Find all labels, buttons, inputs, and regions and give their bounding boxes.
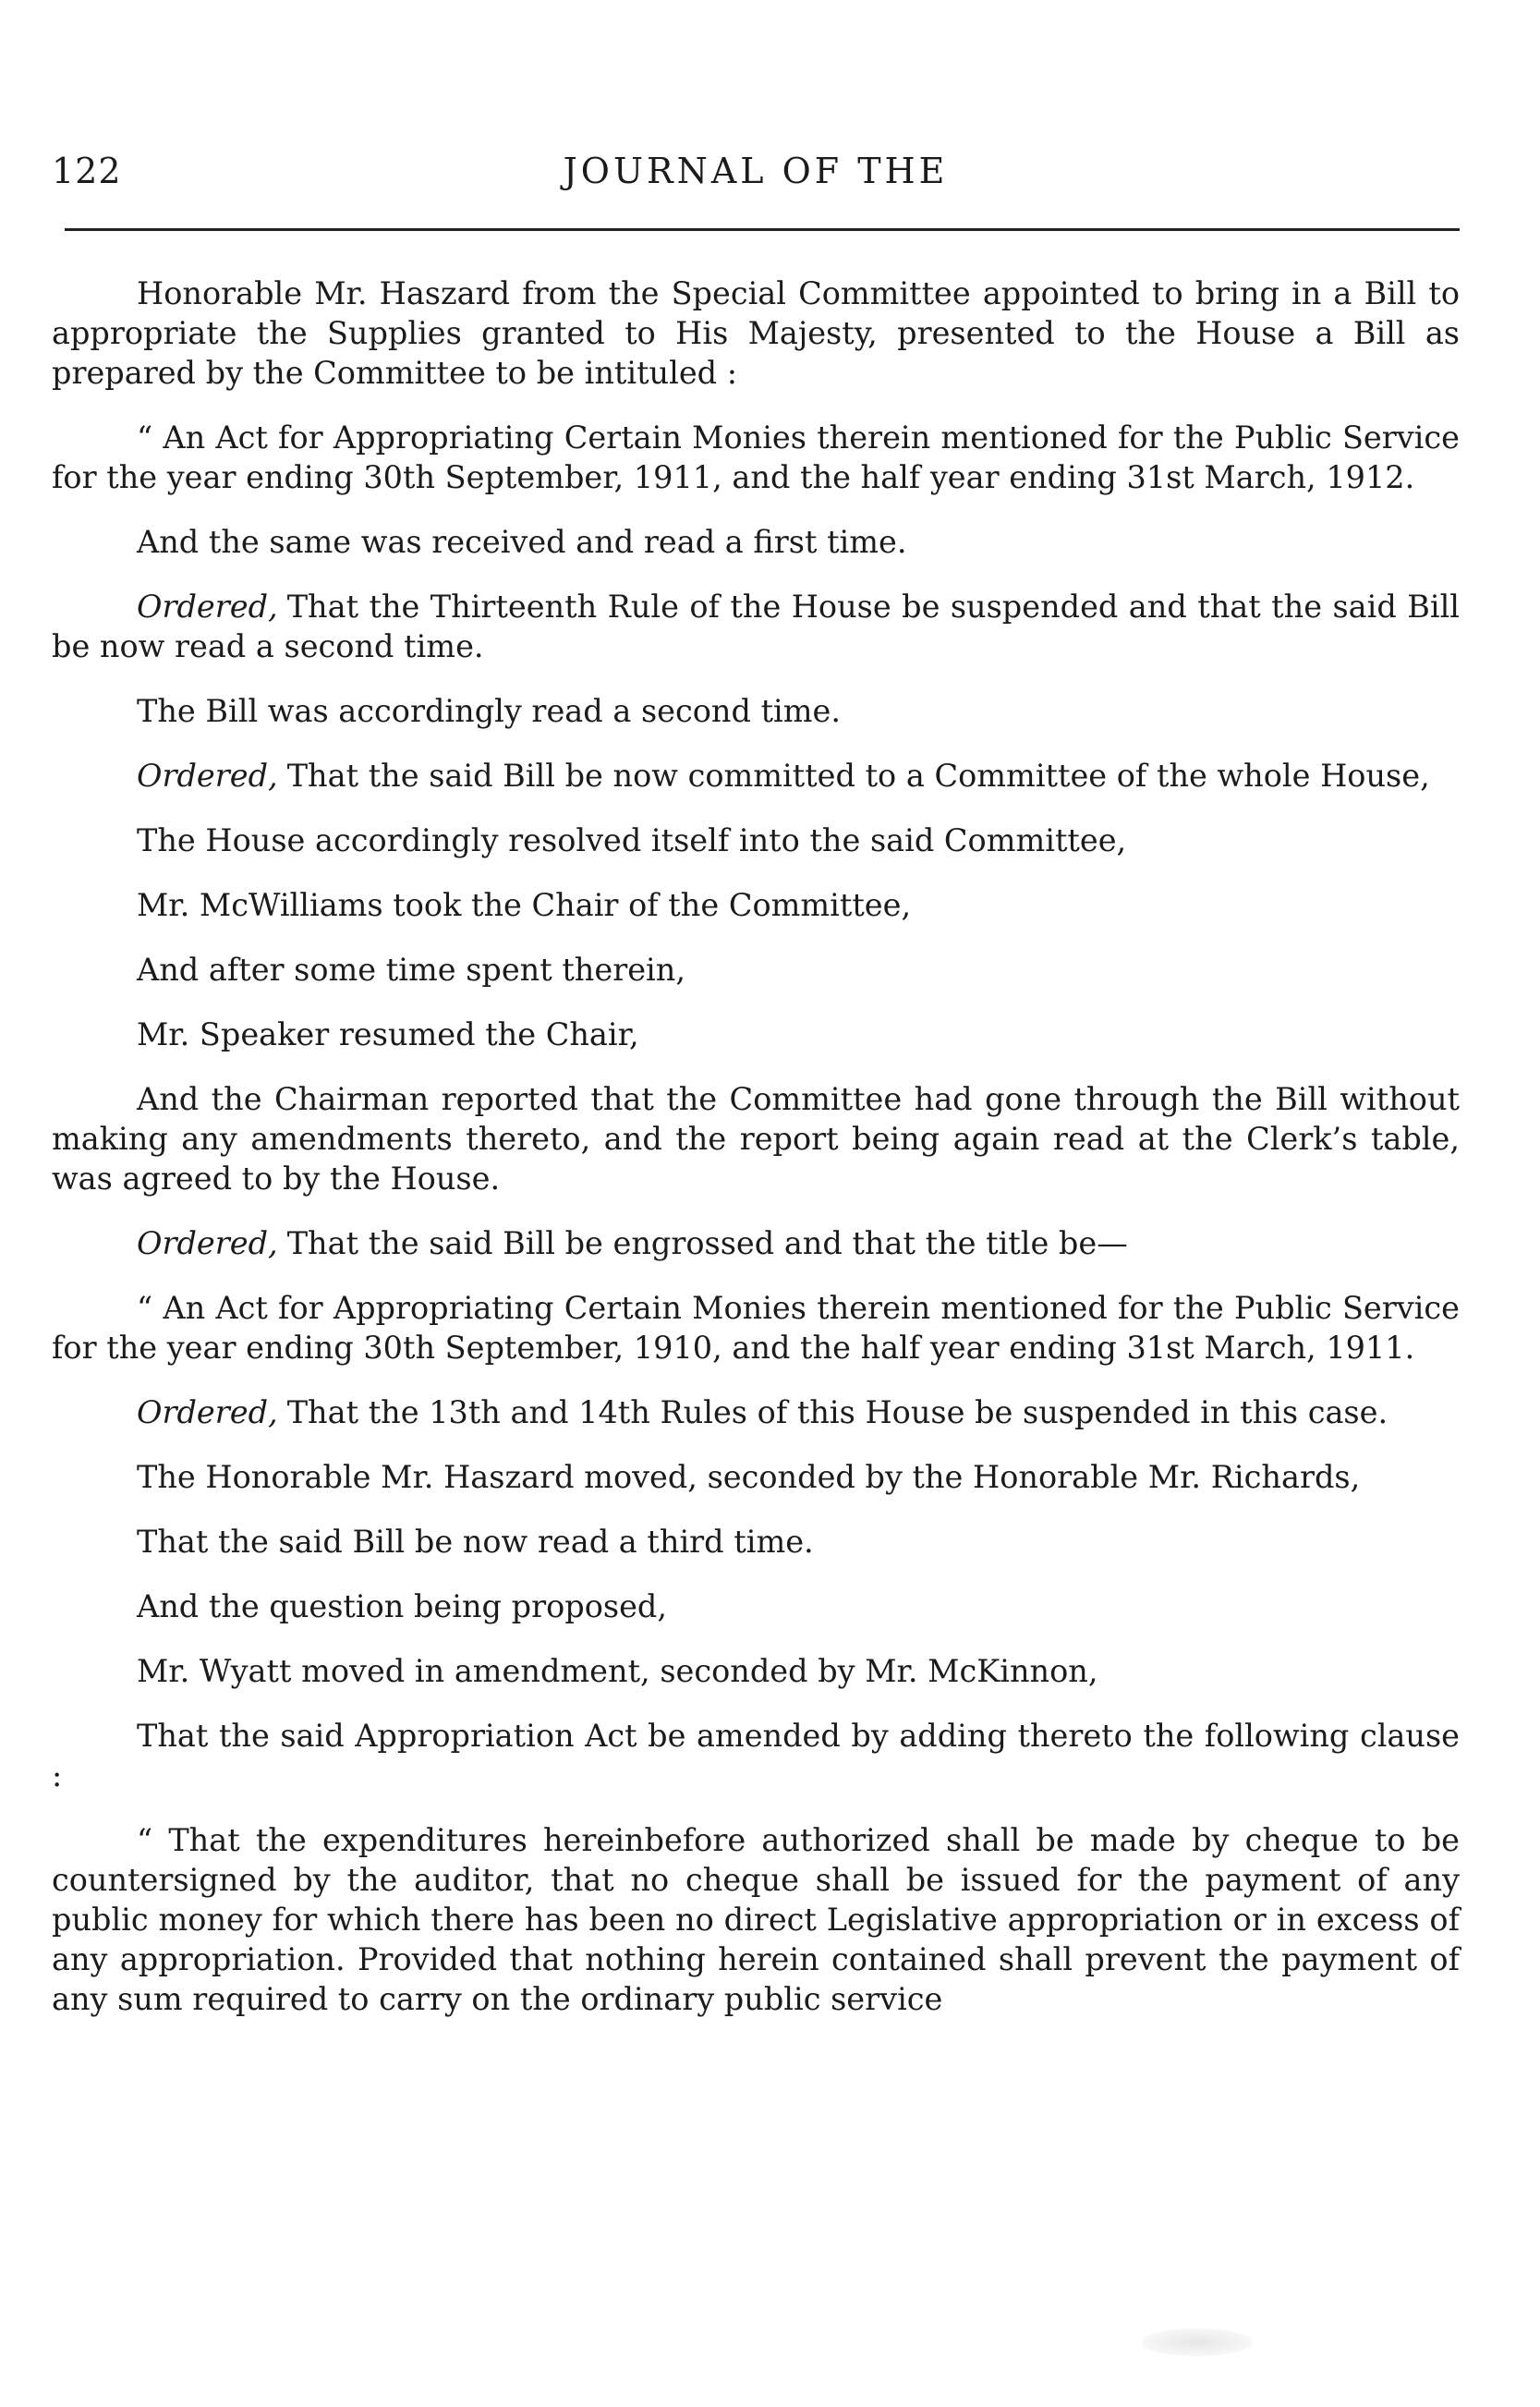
- paragraph-text: The Honorable Mr. Haszard moved, seconded by the Honorable Mr. Richards,: [137, 1459, 1361, 1495]
- ordered-label: Ordered,: [137, 758, 278, 794]
- header-rule: [65, 228, 1460, 231]
- journal-title: JOURNAL OF THE: [563, 151, 949, 191]
- paragraph: [52, 587, 1460, 666]
- paragraph-text: Honorable Mr. Haszard from the Special Committee appointed to bring in a Bill to appropriate the Supplies granted to His Majesty, presented to the House a Bill as prepared by the Committee to be intituled :: [52, 275, 1460, 391]
- paragraph: [52, 756, 1460, 796]
- paragraph-text: The House accordingly resolved itself into the said Committee,: [137, 822, 1127, 858]
- paragraph-text: “ An Act for Appropriating Certain Monies therein mentioned for the Public Service for the year ending 30th September, 1911, and the half year ending 31st March, 1912.: [52, 419, 1460, 495]
- ordered-label: Ordered,: [137, 1225, 278, 1261]
- paragraph-text: Mr. Wyatt moved in amendment, seconded by Mr. McKinnon,: [137, 1653, 1098, 1689]
- paragraph: [52, 1522, 1460, 1562]
- paragraph: [52, 418, 1460, 497]
- paragraph-text: Mr. McWilliams took the Chair of the Committee,: [137, 887, 912, 923]
- paragraph: [52, 1288, 1460, 1368]
- journal-body: [52, 274, 1460, 2044]
- journal-page: [52, 0, 1460, 2407]
- running-head: [52, 151, 1460, 197]
- paragraph: [52, 1716, 1460, 1795]
- paragraph-text: That the said Bill be now read a third time.: [137, 1524, 814, 1560]
- paragraph-text: “ An Act for Appropriating Certain Monies therein mentioned for the Public Service for the year ending 30th September, 1910, and the half year ending 31st March, 1911.: [52, 1290, 1460, 1366]
- paragraph: [52, 1223, 1460, 1263]
- paragraph-text: Mr. Speaker resumed the Chair,: [137, 1016, 639, 1052]
- paragraph: [52, 1015, 1460, 1054]
- paragraph: [52, 522, 1460, 562]
- paragraph: [52, 1392, 1460, 1432]
- paragraph-text: And the same was received and read a first time.: [137, 524, 907, 560]
- paragraph-text: That the said Bill be engrossed and that the title be—: [286, 1225, 1128, 1261]
- paragraph: [52, 1820, 1460, 2019]
- paragraph-text: And after some time spent therein,: [137, 952, 685, 988]
- paragraph-text: That the 13th and 14th Rules of this House be suspended in this case.: [286, 1394, 1388, 1430]
- paragraph: [52, 1586, 1460, 1626]
- paragraph: [52, 821, 1460, 860]
- ordered-label: Ordered,: [137, 589, 278, 625]
- ordered-label: Ordered,: [137, 1394, 278, 1430]
- paragraph-text: That the Thirteenth Rule of the House be suspended and that the said Bill be now read a second time.: [52, 589, 1460, 664]
- paragraph: [52, 691, 1460, 731]
- paragraph-text: And the Chairman reported that the Committee had gone through the Bill without making any amendments thereto, and the report being again read at the Clerk’s table, was agreed to by the House.: [52, 1081, 1460, 1197]
- paragraph: [52, 1079, 1460, 1198]
- paragraph: [52, 950, 1460, 990]
- paragraph-text: “ That the expenditures hereinbefore authorized shall be made by cheque to be countersigned by the auditor, that no cheque shall be issued for the payment of any public money for which there has been no direct Legislative appropriation or in excess of any appropriation. Provided that nothing herein contained shall prevent the payment of any sum required to carry on the ordinary public service: [52, 1822, 1460, 2017]
- paragraph-text: That the said Appropriation Act be amended by adding thereto the following clause :: [52, 1718, 1460, 1793]
- paragraph: [52, 885, 1460, 925]
- paragraph: [52, 1457, 1460, 1497]
- paragraph: [52, 274, 1460, 393]
- paragraph: [52, 1651, 1460, 1691]
- paragraph-text: And the question being proposed,: [137, 1588, 667, 1624]
- paragraph-text: That the said Bill be now committed to a Committee of the whole House,: [286, 758, 1430, 794]
- scan-smudge: [1142, 2328, 1253, 2356]
- page-number: 122: [52, 151, 122, 191]
- paragraph-text: The Bill was accordingly read a second time.: [137, 693, 841, 729]
